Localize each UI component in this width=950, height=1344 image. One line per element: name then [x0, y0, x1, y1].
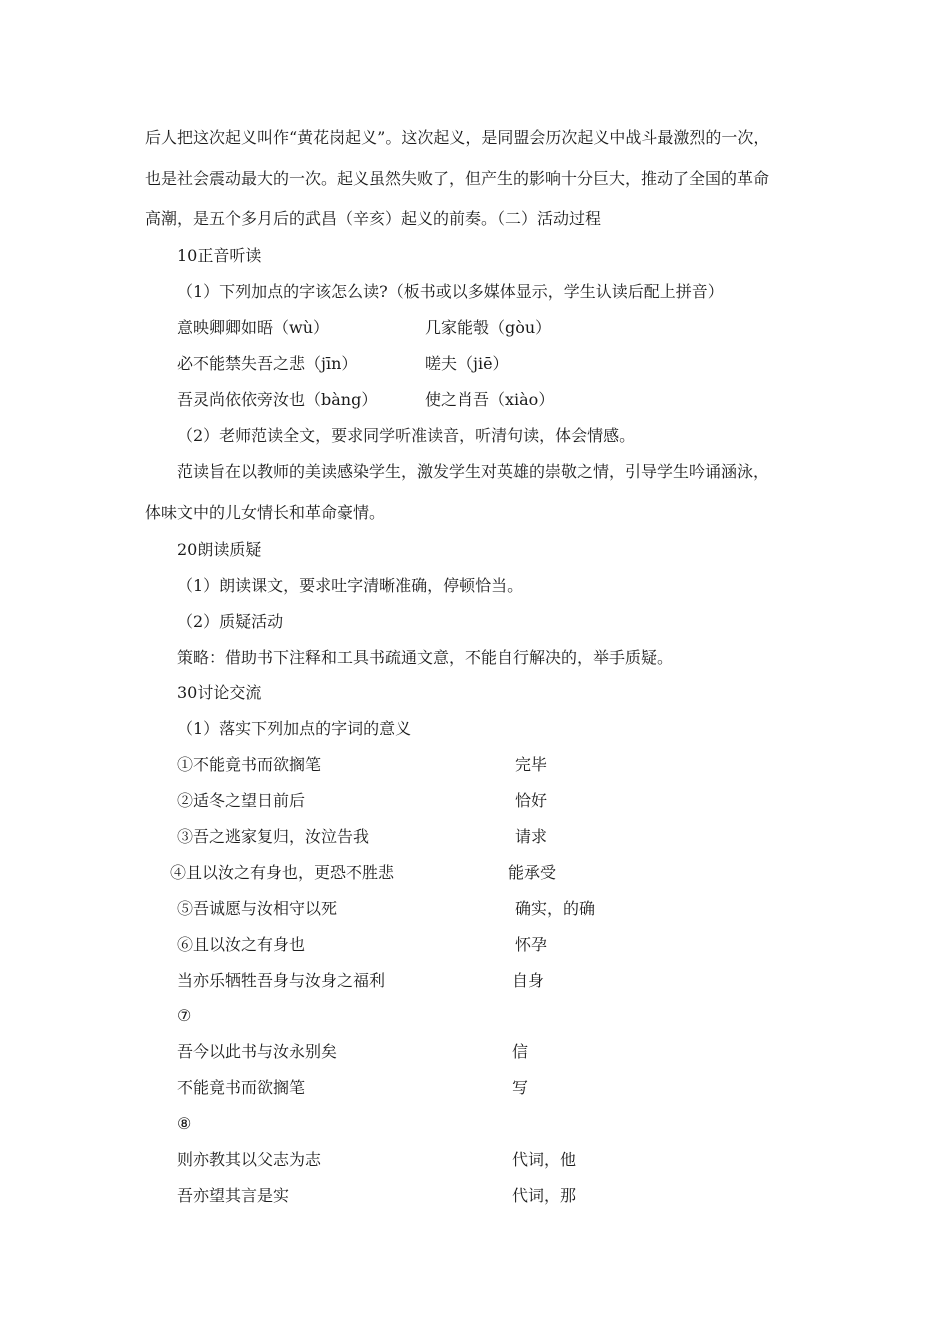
- vocab-item-1-phrase: ①不能竟书而欲搁笔: [177, 755, 322, 774]
- vocab-item-4-phrase: ④且以汝之有身也，更恐不胜悲: [170, 863, 395, 882]
- vocab-item-3-phrase: ③吾之逃家复归，汝泣告我: [177, 827, 370, 846]
- section-2-question-2: （2）质疑活动: [177, 612, 284, 631]
- section-3-heading: 30讨论交流: [177, 683, 262, 702]
- vocab-item-9-meaning: 写: [512, 1078, 529, 1097]
- vocab-item-2-meaning: 恰好: [515, 791, 548, 810]
- section-1-paragraph-line-2: 体味文中的儿女情长和革命豪情。: [145, 503, 386, 522]
- pinyin-row-1-left: 意映卿卿如晤（wù）: [177, 318, 330, 337]
- vocab-item-7-phrase: 当亦乐牺牲吾身与汝身之福利: [177, 971, 386, 990]
- vocab-item-9-phrase: 不能竟书而欲搁笔: [177, 1078, 306, 1097]
- intro-line-3: 高潮，是五个多月后的武昌（辛亥）起义的前奏。（二）活动过程: [145, 209, 602, 228]
- vocab-item-5-meaning: 确实，的确: [515, 899, 596, 918]
- vocab-item-8-phrase: 吾今以此书与汝永别矣: [177, 1042, 338, 1061]
- vocab-item-11-meaning: 代词，那: [512, 1186, 577, 1205]
- intro-line-1: 后人把这次起义叫作“黄花岗起义”。这次起义，是同盟会历次起义中战斗最激烈的一次，: [145, 128, 770, 147]
- section-2-question-1: （1）朗读课文，要求吐字清晰准确，停顿恰当。: [177, 576, 524, 595]
- vocab-item-1-meaning: 完毕: [515, 755, 548, 774]
- section-2-strategy: 策略：借助书下注释和工具书疏通文意，不能自行解决的，举手质疑。: [177, 648, 674, 667]
- vocab-item-2-phrase: ②适冬之望日前后: [177, 791, 306, 810]
- pinyin-row-2-right: 嗟夫（jiē）: [425, 354, 509, 373]
- section-1-question-2: （2）老师范读全文，要求同学听准读音，听清句读，体会情感。: [177, 426, 636, 445]
- vocab-marker-8: ⑧: [177, 1114, 192, 1133]
- vocab-item-7-meaning: 自身: [512, 971, 545, 990]
- vocab-item-10-meaning: 代词，他: [512, 1150, 577, 1169]
- vocab-item-3-meaning: 请求: [515, 827, 548, 846]
- vocab-item-6-meaning: 怀孕: [515, 935, 548, 954]
- intro-line-2: 也是社会震动最大的一次。起义虽然失败了，但产生的影响十分巨大，推动了全国的革命: [145, 169, 770, 188]
- vocab-marker-7: ⑦: [177, 1006, 192, 1025]
- pinyin-row-1-right: 几家能彀（gòu）: [425, 318, 552, 337]
- vocab-item-10-phrase: 则亦教其以父志为志: [177, 1150, 322, 1169]
- vocab-item-8-meaning: 信: [512, 1042, 529, 1061]
- section-1-paragraph-line-1: 范读旨在以教师的美读感染学生，激发学生对英雄的崇敬之情，引导学生吟诵涵泳，: [177, 462, 770, 481]
- section-1-heading: 10正音听读: [177, 246, 262, 265]
- pinyin-row-3-left: 吾灵尚依依旁汝也（bàng）: [177, 390, 378, 409]
- section-2-heading: 20朗读质疑: [177, 540, 262, 559]
- pinyin-row-2-left: 必不能禁失吾之悲（jīn）: [177, 354, 358, 373]
- pinyin-row-3-right: 使之肖吾（xiào）: [425, 390, 555, 409]
- section-3-question-1: （1）落实下列加点的字词的意义: [177, 719, 412, 738]
- vocab-item-5-phrase: ⑤吾诚愿与汝相守以死: [177, 899, 338, 918]
- vocab-item-4-meaning: 能承受: [508, 863, 557, 882]
- section-1-question-1: （1）下列加点的字该怎么读?（板书或以多媒体显示，学生认读后配上拼音）: [177, 282, 724, 301]
- vocab-item-6-phrase: ⑥且以汝之有身也: [177, 935, 306, 954]
- vocab-item-11-phrase: 吾亦望其言是实: [177, 1186, 290, 1205]
